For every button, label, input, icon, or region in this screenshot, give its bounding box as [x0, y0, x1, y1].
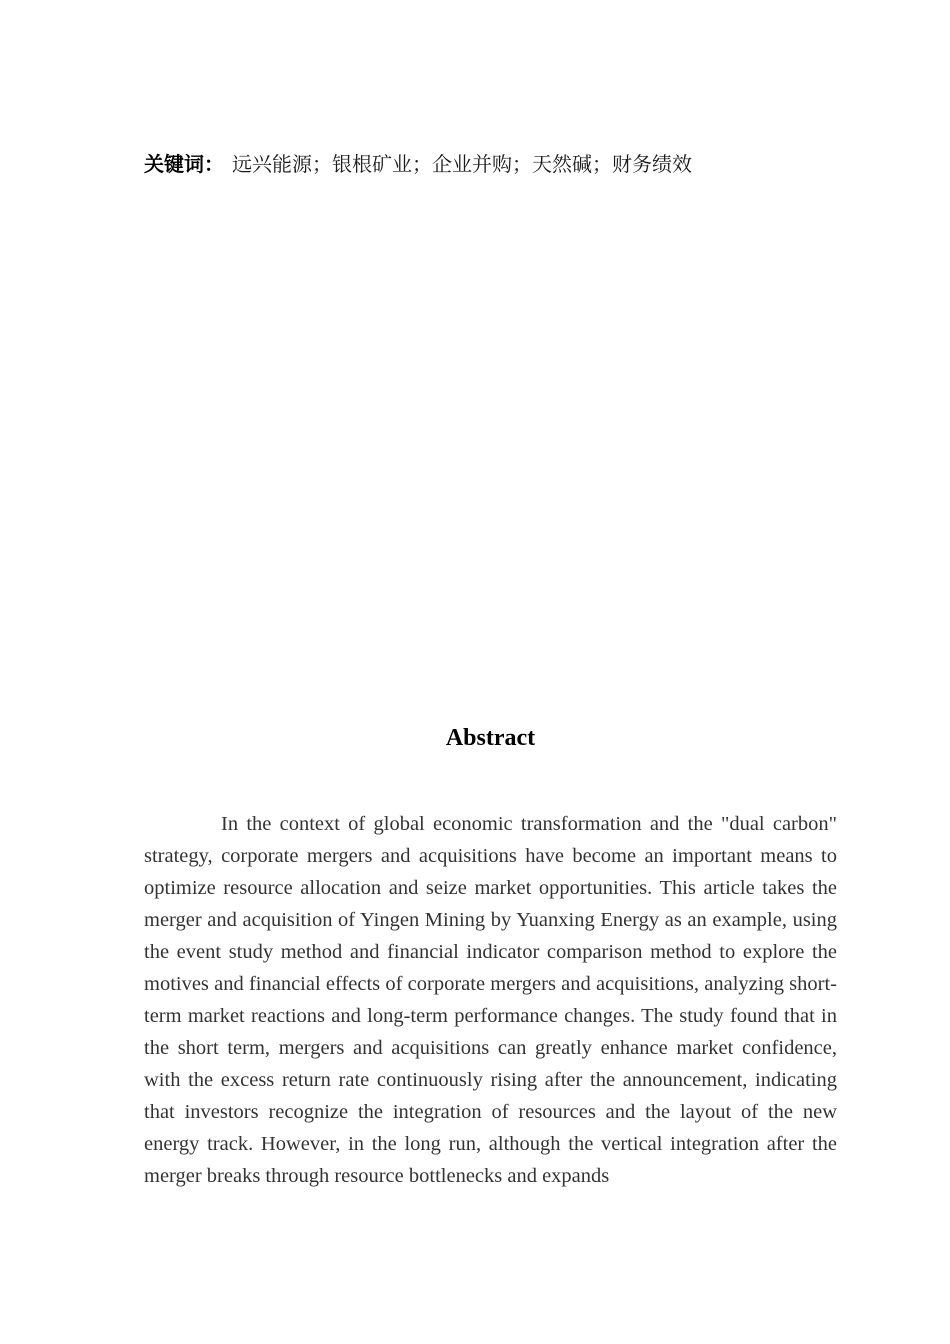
keywords-label: 关键词： [144, 152, 224, 176]
abstract-paragraph: In the context of global economic transformation and the "dual carbon" strategy, corporate mergers and acquisitions have become an important means to optimize resource allocation and seize market opportunities. This article takes the merger and acquisition of Yingen Mining by Yuanxing Energy as an example, using the event study method and financial indicator comparison method to explore the motives and financial effects of corporate mergers and acquisitions, analyzing short-term market reactions and long-term performance changes. The study found that in the short term, mergers and acquisitions can greatly enhance market confidence, with the excess return rate continuously rising after the announcement, indicating that investors recognize the integration of resources and the layout of the new energy track. However, in the long run, although the vertical integration after the merger breaks through resource bottlenecks and expands [144, 813, 837, 1187]
keywords-terms: 远兴能源；银根矿业；企业并购；天然碱；财务绩效 [232, 152, 692, 176]
abstract-heading: Abstract [445, 725, 536, 751]
keywords-line [144, 150, 837, 178]
